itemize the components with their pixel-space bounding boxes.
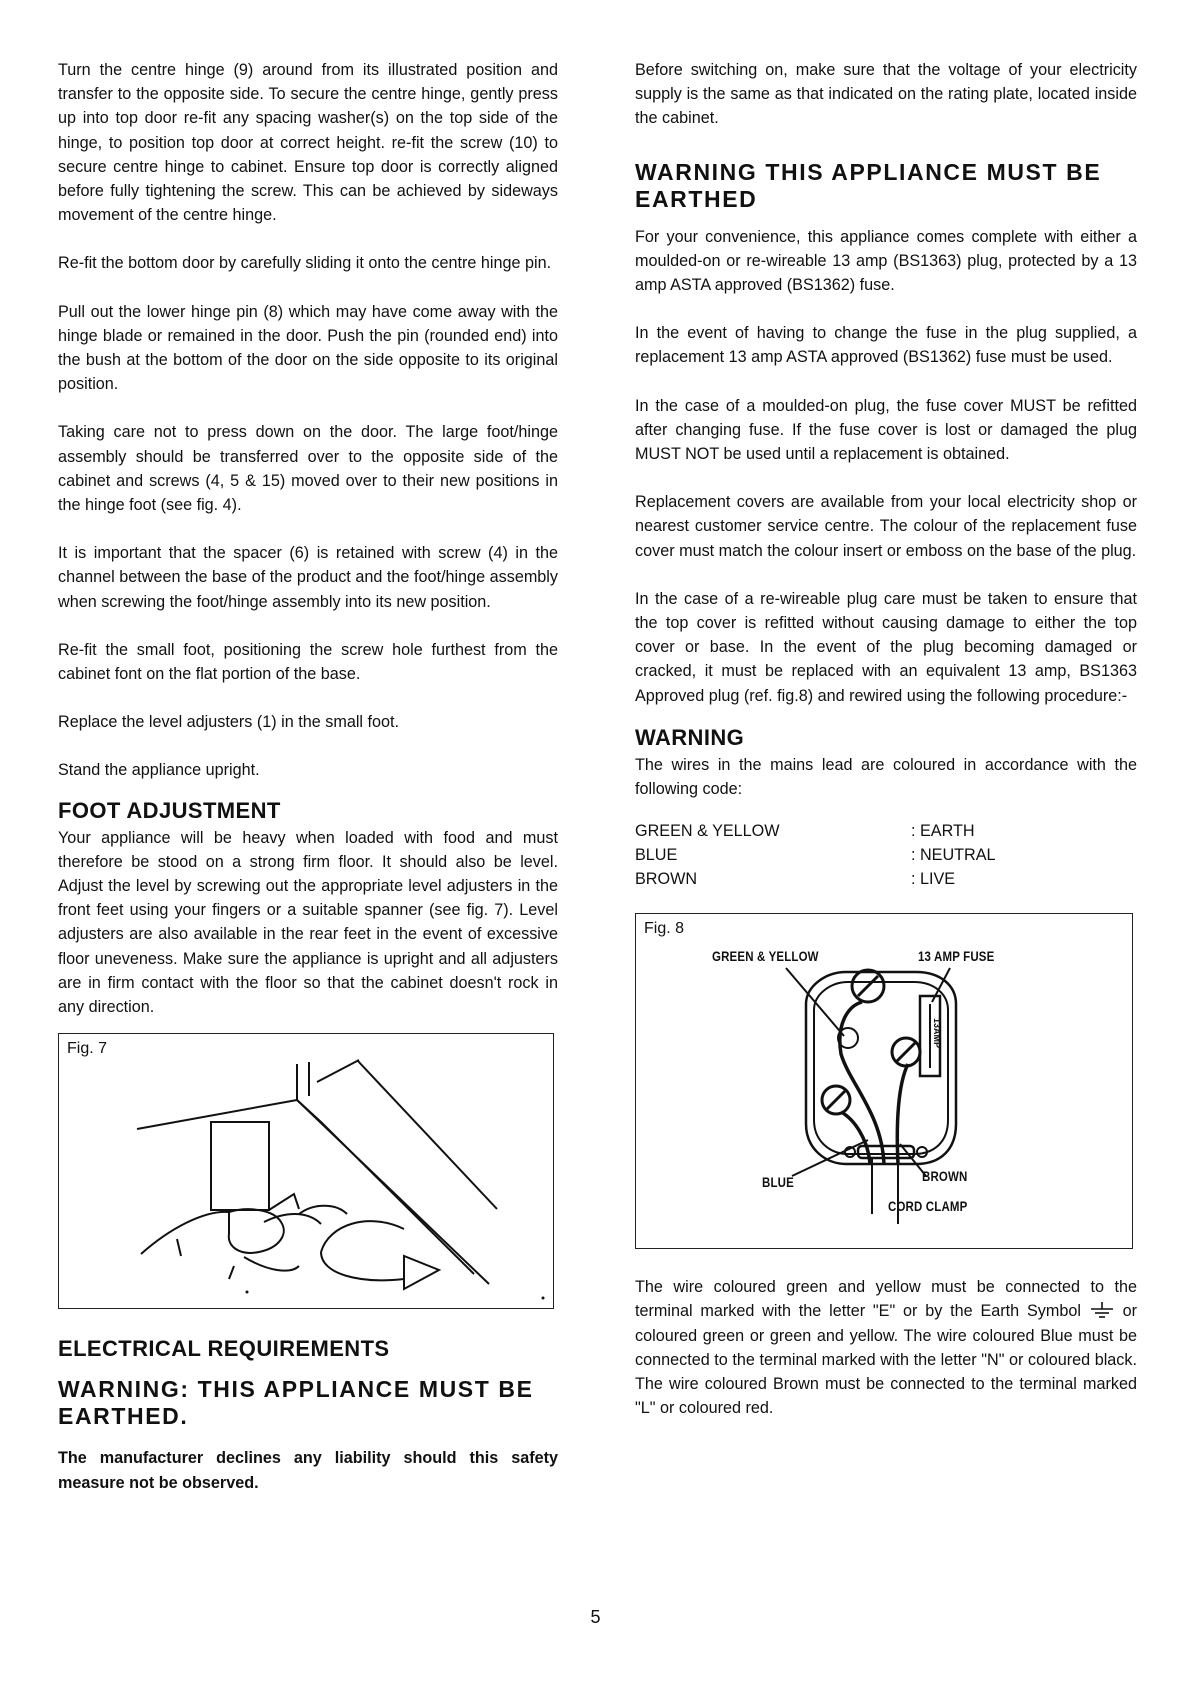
replacement-fuse-paragraph: In the event of having to change the fuse in the plug supplied, a replacement 13 amp ASTA approved (BS1362) fuse must be used. bbox=[635, 324, 1137, 367]
label-brown: BROWN bbox=[922, 1168, 968, 1185]
warning-heading: WARNING bbox=[635, 724, 745, 750]
hinge-paragraph: Turn the centre hinge (9) around from its illustrated position and transfer to the opposite side. To secure the centre hinge, gently press up into top door re-fit any spacing washer(s) on the top side of the hinge, to position top door at correct height. re-fit the screw (10) to secure centre hinge to cabinet. Ensure top door is correctly aligned before fully tightening the screw. This can be achieved by sideways movement of the centre hinge. bbox=[58, 61, 558, 225]
stand-upright-paragraph: Stand the appliance upright. bbox=[58, 761, 260, 780]
plug-wiring-diagram bbox=[636, 914, 1132, 1248]
electrical-requirements-heading: ELECTRICAL REQUIREMENTS bbox=[58, 1336, 390, 1362]
connection-paragraph bbox=[635, 1275, 1137, 1420]
wire-role: : EARTH bbox=[911, 822, 975, 841]
figure-7 bbox=[58, 1033, 554, 1309]
warning-earthed-heading-left: WARNING: THIS APPLIANCE MUST BE EARTHED. bbox=[58, 1376, 534, 1430]
foot-adjuster-illustration bbox=[59, 1034, 553, 1308]
label-13-amp-fuse: 13 AMP FUSE bbox=[918, 948, 995, 965]
connection-text-b: or coloured green or green and yellow. The wire coloured Blue must be connected to the terminal marked with the letter "N" or coloured black. The wire coloured Brown must be connected to the terminal marked "L" or coloured red. bbox=[635, 1302, 1138, 1418]
plug-paragraph: For your convenience, this appliance comes complete with either a moulded-on or re-wireable 13 amp (BS1363) plug, protected by a 13 amp ASTA approved (BS1362) fuse. bbox=[635, 227, 1137, 295]
warning-earthed-heading-right: WARNING THIS APPLIANCE MUST BE EARTHED bbox=[635, 158, 1102, 212]
spacer-paragraph: It is important that the spacer (6) is retained with screw (4) in the channel between the base of the product and the foot/hinge assembly when screwing the foot/hinge assembly into its new position. bbox=[58, 544, 558, 611]
bottom-door-paragraph: Re-fit the bottom door by carefully sliding it onto the centre hinge pin. bbox=[58, 254, 552, 273]
wire-role: : NEUTRAL bbox=[911, 846, 996, 865]
wire-role: : LIVE bbox=[911, 870, 956, 889]
foot-hinge-paragraph: Taking care not to press down on the door. The large foot/hinge assembly should be transferred over to the opposite side of the cabinet and screws (4, 5 & 15) moved over to their new positions in the hinge foot (see fig. 4). bbox=[58, 423, 558, 515]
wire-colour: BROWN bbox=[635, 870, 698, 889]
label-blue: BLUE bbox=[762, 1174, 794, 1191]
figure-8-label: Fig. 8 bbox=[644, 920, 685, 938]
replacement-covers-paragraph: Replacement covers are available from your local electricity shop or nearest customer service centre. The colour of the replacement fuse cover must match the colour insert or emboss on the base of the plug. bbox=[635, 493, 1137, 560]
wire-colour: BLUE bbox=[635, 846, 678, 865]
figure-8 bbox=[635, 913, 1133, 1249]
wire-colour-list bbox=[635, 819, 1137, 891]
connection-text-a: The wire coloured green and yellow must be connected to the terminal marked with the letter "E" or by the Earth Symbol bbox=[635, 1278, 1137, 1321]
page-number: 5 bbox=[590, 1607, 601, 1627]
foot-adjustment-heading: FOOT ADJUSTMENT bbox=[58, 797, 281, 823]
left-column bbox=[58, 58, 558, 1519]
fuse-amp-marking: 13AMP bbox=[932, 1018, 942, 1049]
wire-row bbox=[635, 843, 1137, 867]
voltage-paragraph: Before switching on, make sure that the voltage of your electricity supply is the same as that indicated on the rating plate, located inside the cabinet. bbox=[635, 61, 1137, 128]
small-foot-paragraph: Re-fit the small foot, positioning the screw hole furthest from the cabinet font on the flat portion of the base. bbox=[58, 640, 558, 684]
wire-code-paragraph: The wires in the mains lead are coloured in accordance with the following code: bbox=[635, 755, 1137, 799]
right-column bbox=[635, 58, 1137, 1444]
moulded-plug-paragraph: In the case of a moulded-on plug, the fuse cover MUST be refitted after changing fuse. If the fuse cover is lost or damaged the plug MUST NOT be used until a replacement is obtained. bbox=[635, 396, 1137, 464]
level-adjusters-paragraph: Replace the level adjusters (1) in the small foot. bbox=[58, 713, 400, 732]
wire-colour: GREEN & YELLOW bbox=[635, 822, 780, 841]
figure-7-label: Fig. 7 bbox=[67, 1040, 108, 1058]
wire-row bbox=[635, 867, 1137, 891]
wire-row bbox=[635, 819, 1137, 843]
foot-adjustment-paragraph: Your appliance will be heavy when loaded with food and must therefore be stood on a strong firm floor. It should also be level. Adjust the level by screwing out the appropriate level adjusters in the front feet using your fingers or a suitable spanner (see fig. 7). Level adjusters are also available in the rear feet in the event of excessive floor uneveness. Make sure the appliance is upright and all adjusters are in firm contact with the floor so that the cabinet doesn't rock in any direction. bbox=[58, 828, 558, 1017]
earth-symbol-icon bbox=[1089, 1302, 1115, 1318]
liability-paragraph: The manufacturer declines any liability should this safety measure not be observed. bbox=[58, 1449, 558, 1492]
hinge-pin-paragraph: Pull out the lower hinge pin (8) which may have come away with the hinge blade or remained in the door. Push the pin (rounded end) into the bush at the bottom of the door on the side opposite to its original position. bbox=[58, 302, 558, 394]
rewireable-plug-paragraph: In the case of a re-wireable plug care must be taken to ensure that the top cover is refitted without causing damage to either the top cover or base. In the event of the plug becoming damaged or cracked, it must be replaced with an equivalent 13 amp, BS1363 Approved plug (ref. fig.8) and rewired using the following procedure:- bbox=[635, 589, 1137, 705]
label-green-yellow: GREEN & YELLOW bbox=[712, 948, 819, 965]
label-cord-clamp: CORD CLAMP bbox=[888, 1198, 968, 1215]
